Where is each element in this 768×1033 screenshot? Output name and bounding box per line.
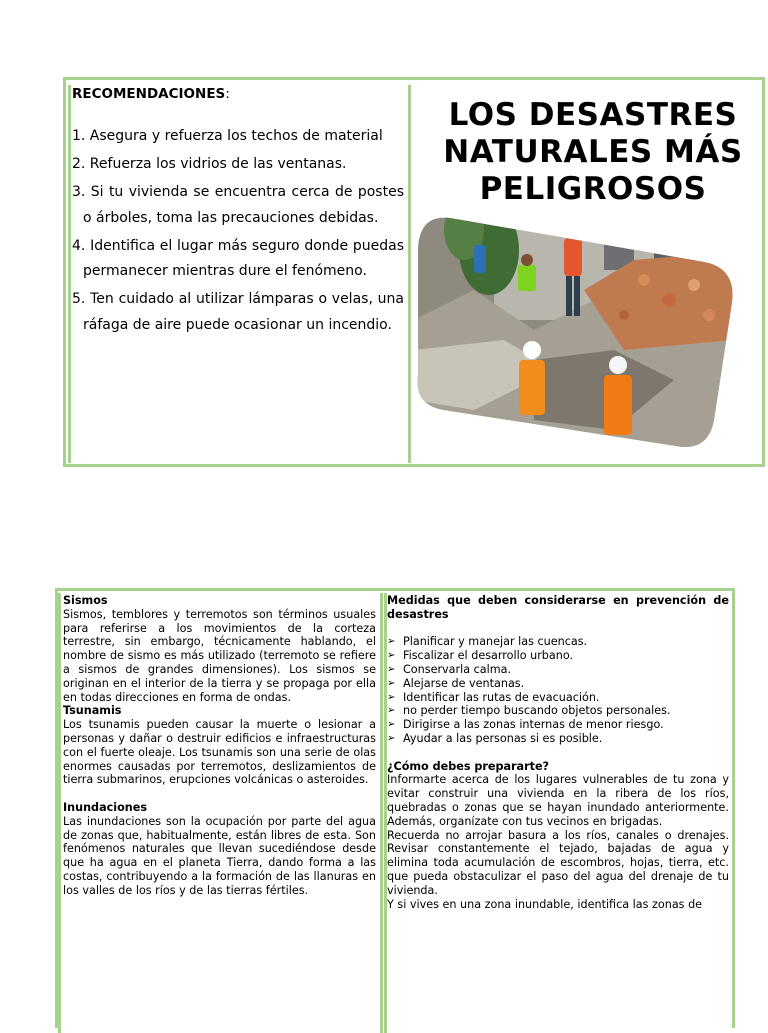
- arrow-bullet-icon: ➢: [387, 650, 396, 662]
- info-columns-box: [55, 588, 735, 1028]
- title-line: PELIGROSOS: [479, 171, 707, 207]
- inundaciones-paragraph: Las inundaciones son la ocupación por parte del agua de zonas que, habitualmente, están libres de esta. Son fenómenos naturales que llevan sucediéndose desde que ha agua en el planeta Tierra, dando forma a las costas, contribuyendo a la formación de las llanuras en los valles de los ríos y de las tierras fértiles.: [63, 814, 376, 897]
- spacer: [387, 746, 729, 760]
- left-border-line: [68, 85, 71, 463]
- list-item: ➢ Ayudar a las personas si es posible.: [387, 731, 603, 745]
- preparate-paragraph: Y si vives en una zona inundable, identifica las zonas de: [387, 897, 703, 911]
- left-border-line: [58, 593, 61, 1033]
- recommendation-item: 2. Refuerza los vidrios de las ventanas.: [72, 156, 347, 172]
- list-item: ➢ Fiscalizar el desarrollo urbano.: [387, 649, 574, 663]
- arrow-bullet-icon: ➢: [387, 705, 396, 717]
- recommendation-item: 3. Si tu vivienda se encuentra cerca de postes o árboles, toma las precauciones debidas.: [72, 184, 404, 226]
- right-text-column: [387, 594, 729, 911]
- spacer: [63, 787, 376, 801]
- section-heading-inundaciones: Inundaciones: [63, 800, 147, 814]
- recommendation-item: 5. Ten cuidado al utilizar lámparas o velas, una ráfaga de aire puede ocasionar un incendio.: [72, 291, 404, 333]
- arrow-bullet-icon: ➢: [387, 732, 396, 744]
- left-text-column: [63, 594, 376, 898]
- rescue-workers-rubble-photo: [414, 210, 734, 450]
- title-line: LOS DESASTRES: [448, 97, 738, 133]
- title-line: NATURALES MÁS: [443, 134, 743, 170]
- arrow-bullet-icon: ➢: [387, 677, 396, 689]
- section-heading-medidas: Medidas que deben considerarse en prevención de desastres: [387, 594, 729, 621]
- list-item: ➢ no perder tiempo buscando objetos personales.: [387, 704, 671, 718]
- arrow-bullet-icon: ➢: [387, 691, 396, 703]
- tsunamis-paragraph: Los tsunamis pueden causar la muerte o lesionar a personas y dañar o destruir edificios e infraestructuras con el fuerte oleaje. Los tsunamis son una serie de olas enormes causadas por terremotos, deslizamientos de tierra submarinos, erupciones volcánicas o asteroides.: [63, 718, 376, 787]
- section-heading-preparate: ¿Cómo debes prepararte?: [387, 759, 550, 773]
- list-item: ➢ Alejarse de ventanas.: [387, 676, 525, 690]
- recommendations-box: [63, 77, 765, 467]
- list-item: ➢ Planificar y manejar las cuencas.: [387, 635, 588, 649]
- column-divider: [380, 593, 383, 1033]
- recommendations-title: RECOMENDACIONES:: [72, 86, 230, 102]
- preparate-paragraph: Informarte acerca de los lugares vulnerables de tu zona y evitar construir una vivienda en la ribera de los ríos, quebradas o zonas que se hayan inundado anteriormente. Además, organízate con tus vecinos en brigadas.: [387, 773, 729, 828]
- list-item: ➢ Conservarla calma.: [387, 662, 512, 676]
- recommendation-item: 4. Identifica el lugar más seguro donde puedas permanecer mientras dure el fenómeno.: [72, 237, 404, 279]
- section-heading-sismos: Sismos: [63, 594, 108, 607]
- arrow-bullet-icon: ➢: [387, 663, 396, 675]
- page-title: [416, 97, 768, 208]
- list-item: ➢ Dirigirse a las zonas internas de menor riesgo.: [387, 718, 664, 732]
- preparate-paragraph: Recuerda no arrojar basura a los ríos, canales o drenajes. Revisar constantemente el tejado, bajadas de agua y elimina toda acumulación de escombros, hojas, tierra, etc. que pueda obstaculizar el paso del agua del drenaje de tu vivienda.: [387, 828, 729, 897]
- section-heading-tsunamis: Tsunamis: [63, 704, 122, 718]
- arrow-bullet-icon: ➢: [387, 636, 396, 648]
- column-divider: [408, 85, 411, 463]
- spacer: [387, 622, 729, 636]
- arrow-bullet-icon: ➢: [387, 719, 396, 731]
- recommendations-list: [72, 124, 404, 341]
- recommendation-item: 1. Asegura y refuerza los techos de material: [72, 128, 383, 144]
- sismos-paragraph: Sismos, temblores y terremotos son términos usuales para referirse a los movimientos de la corteza terrestre, sin embargo, técnicamente hablando, el nombre de sismo es más utilizado (terremoto se refiere a sismos de grandes dimensiones). Los sismos se originan en el interior de la tierra y se propaga por ella en todas direcciones en forma de ondas.: [63, 607, 376, 704]
- list-item: ➢ Identificar las rutas de evacuación.: [387, 690, 600, 704]
